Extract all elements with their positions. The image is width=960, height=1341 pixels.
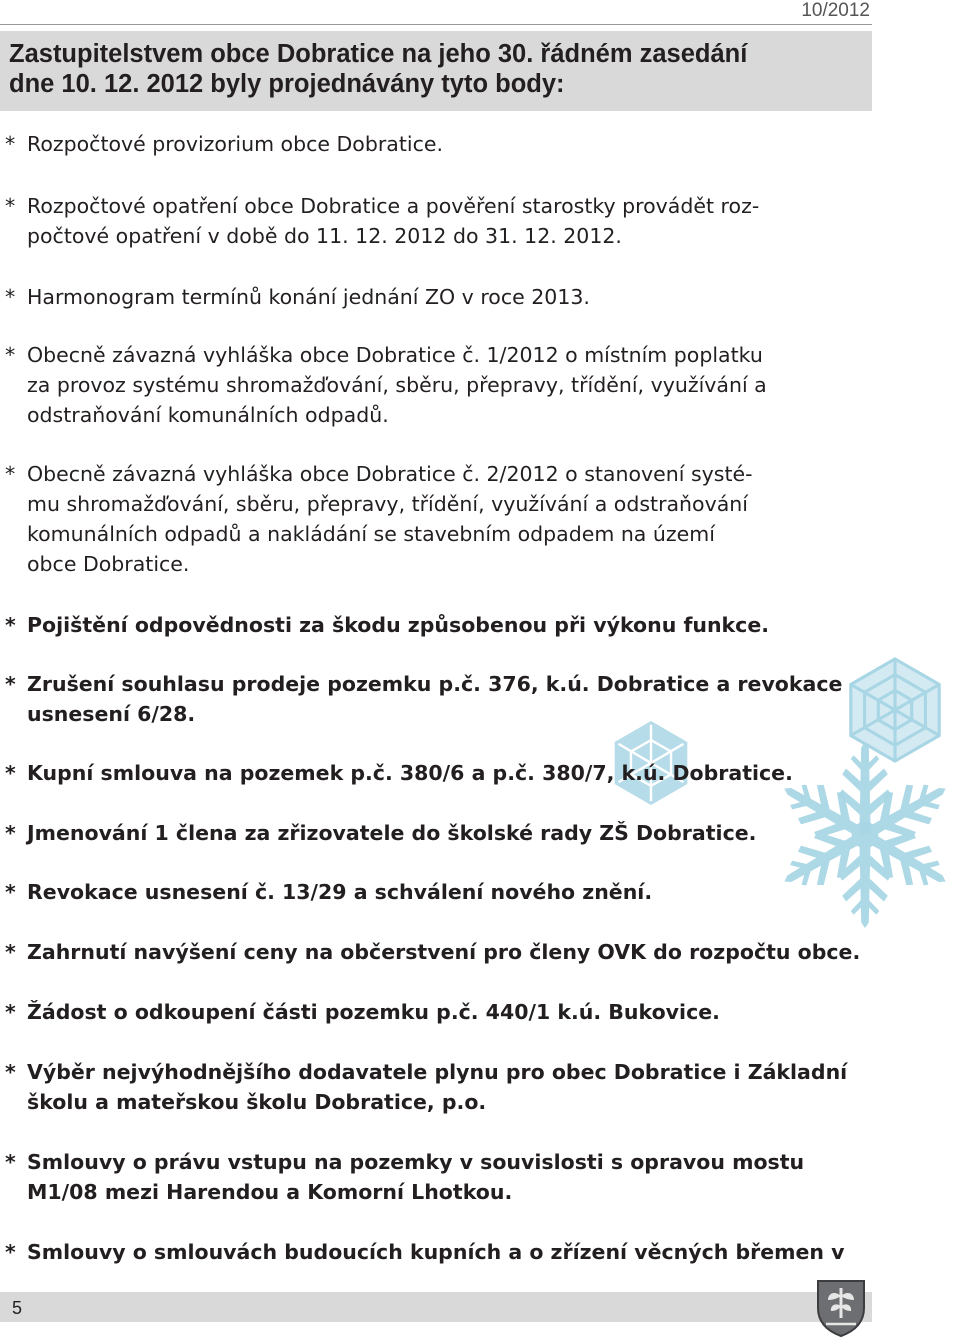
- agenda-item: [0, 758, 793, 788]
- bullet-star: *: [5, 761, 16, 785]
- agenda-item-text: Žádost o odkoupení části pozemku p.č. 440/1 k.ú. Bukovice.: [27, 1000, 720, 1024]
- bullet-star: *: [5, 1060, 16, 1084]
- agenda-item-text: školu a mateřskou školu Dobratice, p.o.: [27, 1090, 487, 1114]
- agenda-item: [0, 340, 767, 430]
- agenda-item-text: Zrušení souhlasu prodeje pozemku p.č. 376, k.ú. Dobratice a revokace: [27, 672, 843, 696]
- agenda-item-text: za provoz systému shromažďování, sběru, přepravy, třídění, využívání a: [27, 373, 767, 397]
- agenda-item-text: Obecně závazná vyhláška obce Dobratice č. 1/2012 o místním poplatku: [27, 343, 763, 367]
- agenda-item-text: Revokace usnesení č. 13/29 a schválení nového znění.: [27, 880, 653, 904]
- bullet-star: *: [5, 194, 16, 218]
- agenda-item: [0, 610, 769, 640]
- agenda-item-text: Smlouvy o právu vstupu na pozemky v souvislosti s opravou mostu: [27, 1150, 805, 1174]
- page-number: 5: [12, 1298, 23, 1318]
- bullet-star: *: [5, 132, 16, 156]
- bullet-star: *: [5, 1000, 16, 1024]
- agenda-item-text: Jmenování 1 člena za zřizovatele do školské rady ZŠ Dobratice.: [27, 821, 757, 845]
- header-rule: [0, 24, 872, 25]
- bullet-star: *: [5, 462, 16, 486]
- agenda-item-text: Harmonogram termínů konání jednání ZO v roce 2013.: [27, 285, 590, 309]
- bullet-star: *: [5, 1240, 16, 1264]
- agenda-item-text: obce Dobratice.: [27, 552, 190, 576]
- snowflake-large-icon: [770, 735, 960, 935]
- title-line: Zastupitelstvem obce Dobratice na jeho 30. řádném zasedání: [9, 40, 748, 68]
- bullet-star: *: [5, 672, 16, 696]
- bullet-star: *: [5, 1150, 16, 1174]
- agenda-item-text: Obecně závazná vyhláška obce Dobratice č. 2/2012 o stanovení systé-: [27, 462, 753, 486]
- agenda-item-text: komunálních odpadů a nakládání se stavebním odpadem na území: [27, 522, 715, 546]
- agenda-item: [0, 191, 759, 251]
- bullet-star: *: [5, 940, 16, 964]
- agenda-item-text: Výběr nejvýhodnějšího dodavatele plynu pro obec Dobratice i Základní: [27, 1060, 848, 1084]
- title-line: dne 10. 12. 2012 byly projednávány tyto body:: [9, 70, 565, 98]
- agenda-item: [0, 282, 590, 312]
- title-box: [0, 31, 872, 111]
- agenda-item-text: Rozpočtové opatření obce Dobratice a pověření starostky provádět roz-: [27, 194, 760, 218]
- agenda-item: [0, 459, 753, 579]
- agenda-item: [0, 129, 443, 159]
- agenda-item-text: počtové opatření v době do 11. 12. 2012 do 31. 12. 2012.: [27, 224, 622, 248]
- bullet-star: *: [5, 343, 16, 367]
- agenda-item-text: Pojištění odpovědnosti za škodu způsobenou při výkonu funkce.: [27, 613, 770, 637]
- agenda-item: [0, 818, 756, 848]
- agenda-item-text: odstraňování komunálních odpadů.: [27, 403, 389, 427]
- snowflake-medium-icon: [836, 655, 954, 765]
- bullet-star: *: [5, 613, 16, 637]
- agenda-item: [0, 997, 720, 1027]
- agenda-item: [0, 1057, 847, 1117]
- agenda-item-text: usnesení 6/28.: [27, 702, 196, 726]
- coat-of-arms-icon: [814, 1278, 868, 1338]
- agenda-item: [0, 937, 860, 967]
- agenda-item: [0, 1147, 804, 1207]
- agenda-item-text: Rozpočtové provizorium obce Dobratice.: [27, 132, 443, 156]
- agenda-item-text: Zahrnutí navýšení ceny na občerstvení pro členy OVK do rozpočtu obce.: [27, 940, 861, 964]
- agenda-item-text: Smlouvy o smlouvách budoucích kupních a o zřízení věcných břemen v: [27, 1240, 845, 1264]
- bullet-star: *: [5, 880, 16, 904]
- agenda-item: [0, 877, 652, 907]
- agenda-item-text: mu shromažďování, sběru, přepravy, třídění, využívání a odstraňování: [27, 492, 748, 516]
- bullet-star: *: [5, 285, 16, 309]
- footer-bar: [0, 1292, 872, 1322]
- agenda-item: [0, 669, 842, 729]
- issue-label: 10/2012: [801, 0, 870, 21]
- agenda-item-text: Kupní smlouva na pozemek p.č. 380/6 a p.č. 380/7, k.ú. Dobratice.: [27, 761, 793, 785]
- agenda-item-text: M1/08 mezi Harendou a Komorní Lhotkou.: [27, 1180, 513, 1204]
- agenda-item: [0, 1237, 845, 1267]
- bullet-star: *: [5, 821, 16, 845]
